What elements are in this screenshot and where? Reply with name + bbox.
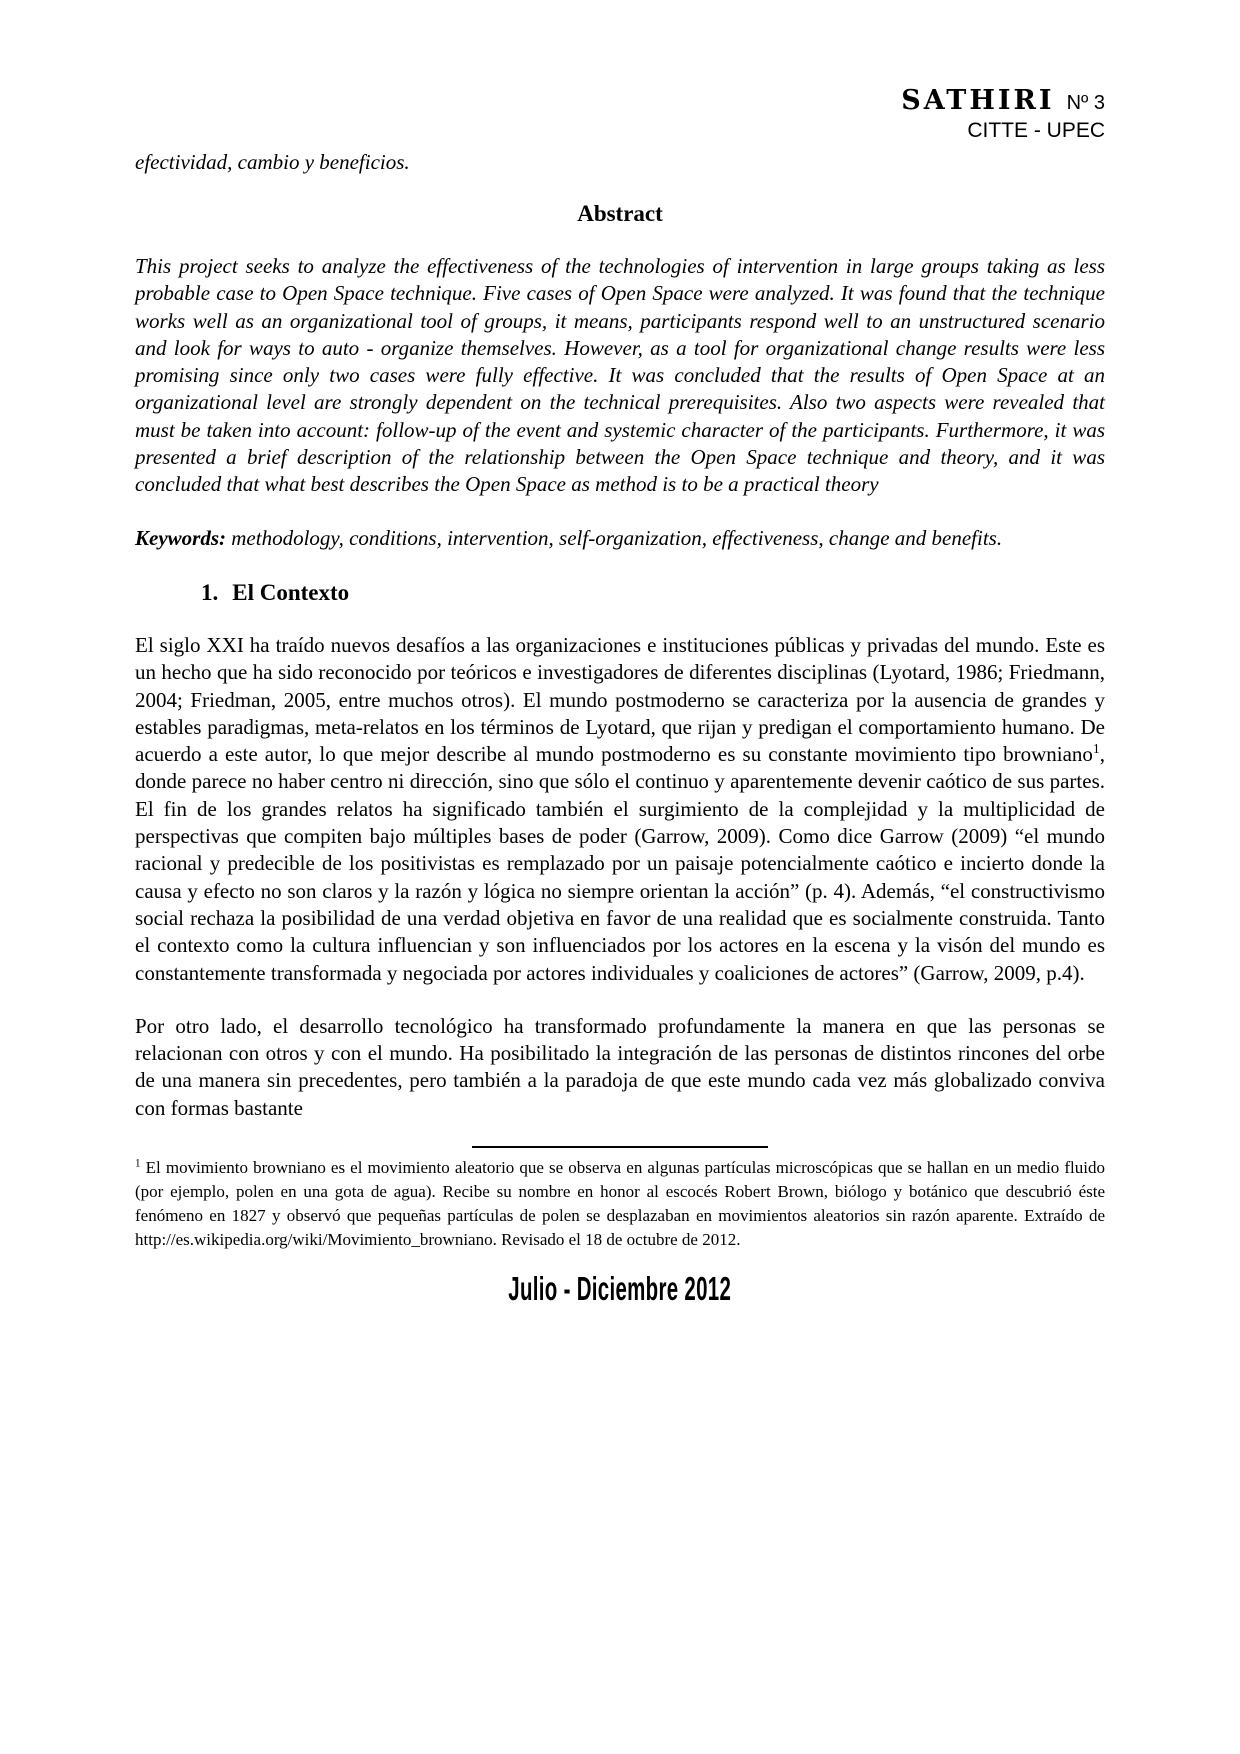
body-paragraph-2: Por otro lado, el desarrollo tecnológico ha transformado profundamente la manera en que las personas se relacionan con otros y con el mundo. Ha posibilitado la integración de las personas de distintos rincones del orbe de una manera sin precedentes, pero también a la paradoja de que este mundo cada vez más globalizado conviva con formas bastante (135, 1013, 1105, 1120)
issue-number: Nº 3 (1066, 92, 1105, 114)
section-heading (135, 580, 1105, 606)
page-footer (135, 1270, 1105, 1308)
footnote-number: 1 (135, 1157, 141, 1170)
page-header (135, 84, 1105, 144)
abstract-heading: Abstract (577, 201, 663, 226)
section-title: El Contexto (232, 579, 350, 605)
issue-period: Julio - Diciembre 2012 (508, 1269, 732, 1307)
body-paragraph-1 (135, 632, 1105, 987)
institution-name: CITTE - UPEC (967, 118, 1105, 142)
footnote (135, 1156, 1105, 1253)
section-number: 1. (201, 579, 219, 605)
footnote-text: El movimiento browniano es el movimiento aleatorio que se observa en algunas partículas microscópicas que se hallan en un medio fluido (por ejemplo, polen en una gota de agua). Recibe su nombre en honor al escocés Robert Brown, biólogo y botánico que descubrió éste fenómeno en 1827 y observó que pequeñas partículas de polen se desplazaban en movimientos aleatorios sin razón aparente. Extraído de http://es.wikipedia.org/wiki/Movimiento_browniano. Revisado el 18 de octubre de 2012. (135, 1158, 1105, 1250)
paragraph1-text-start: El siglo XXI ha traído nuevos desafíos a las organizaciones e instituciones públicas y privadas del mundo. Este es un hecho que ha sido reconocido por teóricos e investigadores de diferentes disciplinas (Lyotard, 1986; Friedmann, 2004; Friedman, 2005, entre muchos otros). El mundo postmoderno se caracteriza por la ausencia de grandes y estables paradigmas, meta-relatos en los términos de Lyotard, que rijan y predigan el comportamiento humano. De acuerdo a este autor, lo que mejor describe al mundo postmoderno es su constante movimiento tipo browniano (135, 632, 1105, 767)
keywords-text: methodology, conditions, intervention, self-organization, effectiveness, change and benefits. (226, 525, 1003, 550)
journal-line (135, 84, 1105, 118)
footnote-separator-rule (472, 1146, 768, 1148)
footnote-reference-marker: 1 (1092, 741, 1100, 757)
abstract-text: This project seeks to analyze the effectiveness of the technologies of intervention in large groups taking as less probable case to Open Space technique. Five cases of Open Space were analyzed. It was found that the technique works well as an organizational tool of groups, it means, participants respond well to an unstructured scenario and look for ways to auto - organize themselves. However, as a tool for organizational change results were less promising since only two cases were fully effective. It was concluded that the results of Open Space at an organizational level are strongly dependent on the technical prerequisites. Also two aspects were revealed that must be taken into account: follow-up of the event and systemic character of the participants. Furthermore, it was presented a brief description of the relationship between the Open Space technique and theory, and it was concluded that what best describes the Open Space as method is to be a practical theory (135, 254, 1105, 497)
paragraph1-text-end: , donde parece no haber centro ni dirección, sino que sólo el continuo y aparentemente devenir caótico de sus partes. El fin de los grandes relatos ha significado también el surgimiento de la complejidad y la multiplicidad de perspectivas que compiten bajo múltiples bases de poder (Garrow, 2009). Como dice Garrow (2009) “el mundo racional y predecible de los positivistas es remplazado por un paisaje potencialmente caótico e incierto donde la causa y efecto no son claros y la razón y lógica no siempre orientan la acción” (p. 4). Además, “el constructivismo social rechaza la posibilidad de una verdad objetiva en favor de una realidad que es socialmente construida. Tanto el contexto como la cultura influencian y son influenciados por los actores en la escena y la visón del mundo es constantemente transformada y negociada por actores individuales y coaliciones de actores” (Garrow, 2009, p.4). (135, 742, 1105, 985)
journal-title: SATHIRI (901, 85, 1055, 116)
keywords-label: Keywords: (135, 525, 226, 550)
carryover-text: efectividad, cambio y beneficios. (135, 150, 410, 174)
keywords-line (135, 525, 1105, 552)
